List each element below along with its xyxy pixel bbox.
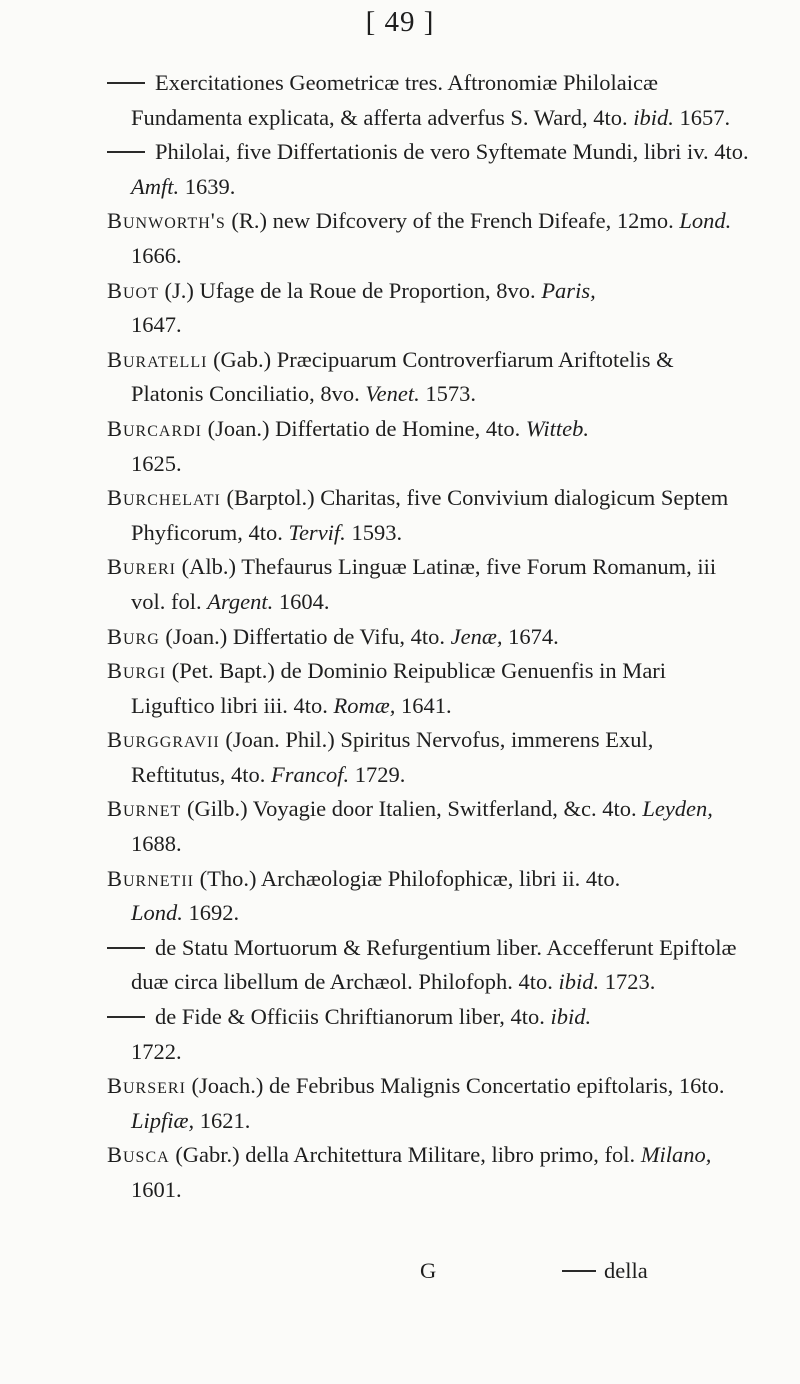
repeat-author-dash [107, 1016, 145, 1018]
catalogue-entry: Philolai, five Differtationis de vero Syftemate Mundi, libri iv. 4to. Amft. 1639. [107, 135, 749, 204]
catchword: della [562, 1258, 648, 1284]
page-footer [0, 1258, 800, 1298]
catalogue-entry: Burnetii (Tho.) Archæologiæ Philofophicæ, libri ii. 4to. Lond. 1692. [107, 865, 621, 926]
catalogue-entry: Burggravii (Joan. Phil.) Spiritus Nervofus, immerens Exul, Reftitutus, 4to. Francof. 1729. [107, 727, 654, 787]
author-name: Burnetii [107, 865, 194, 891]
catalogue-entry: Exercitationes Geometricæ tres. Aftronomiæ Philolaicæ Fundamenta explicata, & afferta adverfus S. Ward, 4to. ibid. 1657. [107, 66, 749, 135]
catalogue-entry: Bunworth's (R.) new Difcovery of the French Difeafe, 12mo. Lond. 1666. [107, 208, 732, 268]
repeat-author-dash [107, 151, 145, 153]
author-name: Burgi [107, 658, 167, 684]
catalogue-entries [107, 66, 749, 1208]
catalogue-entry: Burseri (Joach.) de Febribus Malignis Concertatio epiftolaris, 16to. Lipfiæ, 1621. [107, 1073, 725, 1133]
catalogue-entry: de Fide & Officiis Chriftianorum liber, 4to. ibid. 1722. [107, 1000, 749, 1069]
signature-mark: G [420, 1258, 437, 1283]
page-number: [ 49 ] [365, 6, 435, 38]
repeat-author-dash [107, 82, 145, 84]
catchword-dash [562, 1270, 596, 1272]
catalogue-entry: de Statu Mortuorum & Refurgentium liber. Accefferunt Epiftolæ duæ circa libellum de Archæol. Philofoph. 4to. ibid. 1723. [107, 931, 749, 1000]
catalogue-entry: Bureri (Alb.) Thefaurus Linguæ Latinæ, five Forum Romanum, iii vol. fol. Argent. 1604. [107, 554, 717, 614]
author-name: Busca [107, 1142, 170, 1168]
repeat-author-dash [107, 947, 145, 949]
author-name: Buot [107, 277, 159, 303]
catalogue-entry: Buratelli (Gab.) Præcipuarum Controverfiarum Ariftotelis & Platonis Conciliatio, 8vo. Venet. 1573. [107, 346, 674, 407]
author-name: Burnet [107, 796, 182, 822]
author-name: Burg [107, 623, 160, 649]
catalogue-entry: Burg (Joan.) Differtatio de Vifu, 4to. Jenæ, 1674. [107, 623, 559, 649]
author-name: Burcardi [107, 415, 203, 441]
catalogue-entry: Burcardi (Joan.) Differtatio de Homine, 4to. Witteb. 1625. [107, 415, 590, 476]
author-name: Burseri [107, 1073, 186, 1099]
author-name: Burggravii [107, 727, 220, 753]
author-name: Bunworth's [107, 208, 226, 234]
author-name: Buratelli [107, 346, 208, 372]
catalogue-entry: Burnet (Gilb.) Voyagie door Italien, Switferland, &c. 4to. Leyden, 1688. [107, 796, 713, 857]
catalogue-entry: Busca (Gabr.) della Architettura Militare, libro primo, fol. Milano, 1601. [107, 1142, 712, 1202]
catalogue-entry: Burchelati (Barptol.) Charitas, five Convivium dialogicum Septem Phyficorum, 4to. Tervif. 1593. [107, 485, 729, 545]
catalogue-entry: Burgi (Pet. Bapt.) de Dominio Reipublicæ Genuenfis in Mari Liguftico libri iii. 4to. Romæ, 1641. [107, 658, 667, 718]
catalogue-entry: Buot (J.) Ufage de la Roue de Proportion, 8vo. Paris, 1647. [107, 277, 596, 338]
author-name: Burchelati [107, 485, 221, 511]
author-name: Bureri [107, 554, 177, 580]
